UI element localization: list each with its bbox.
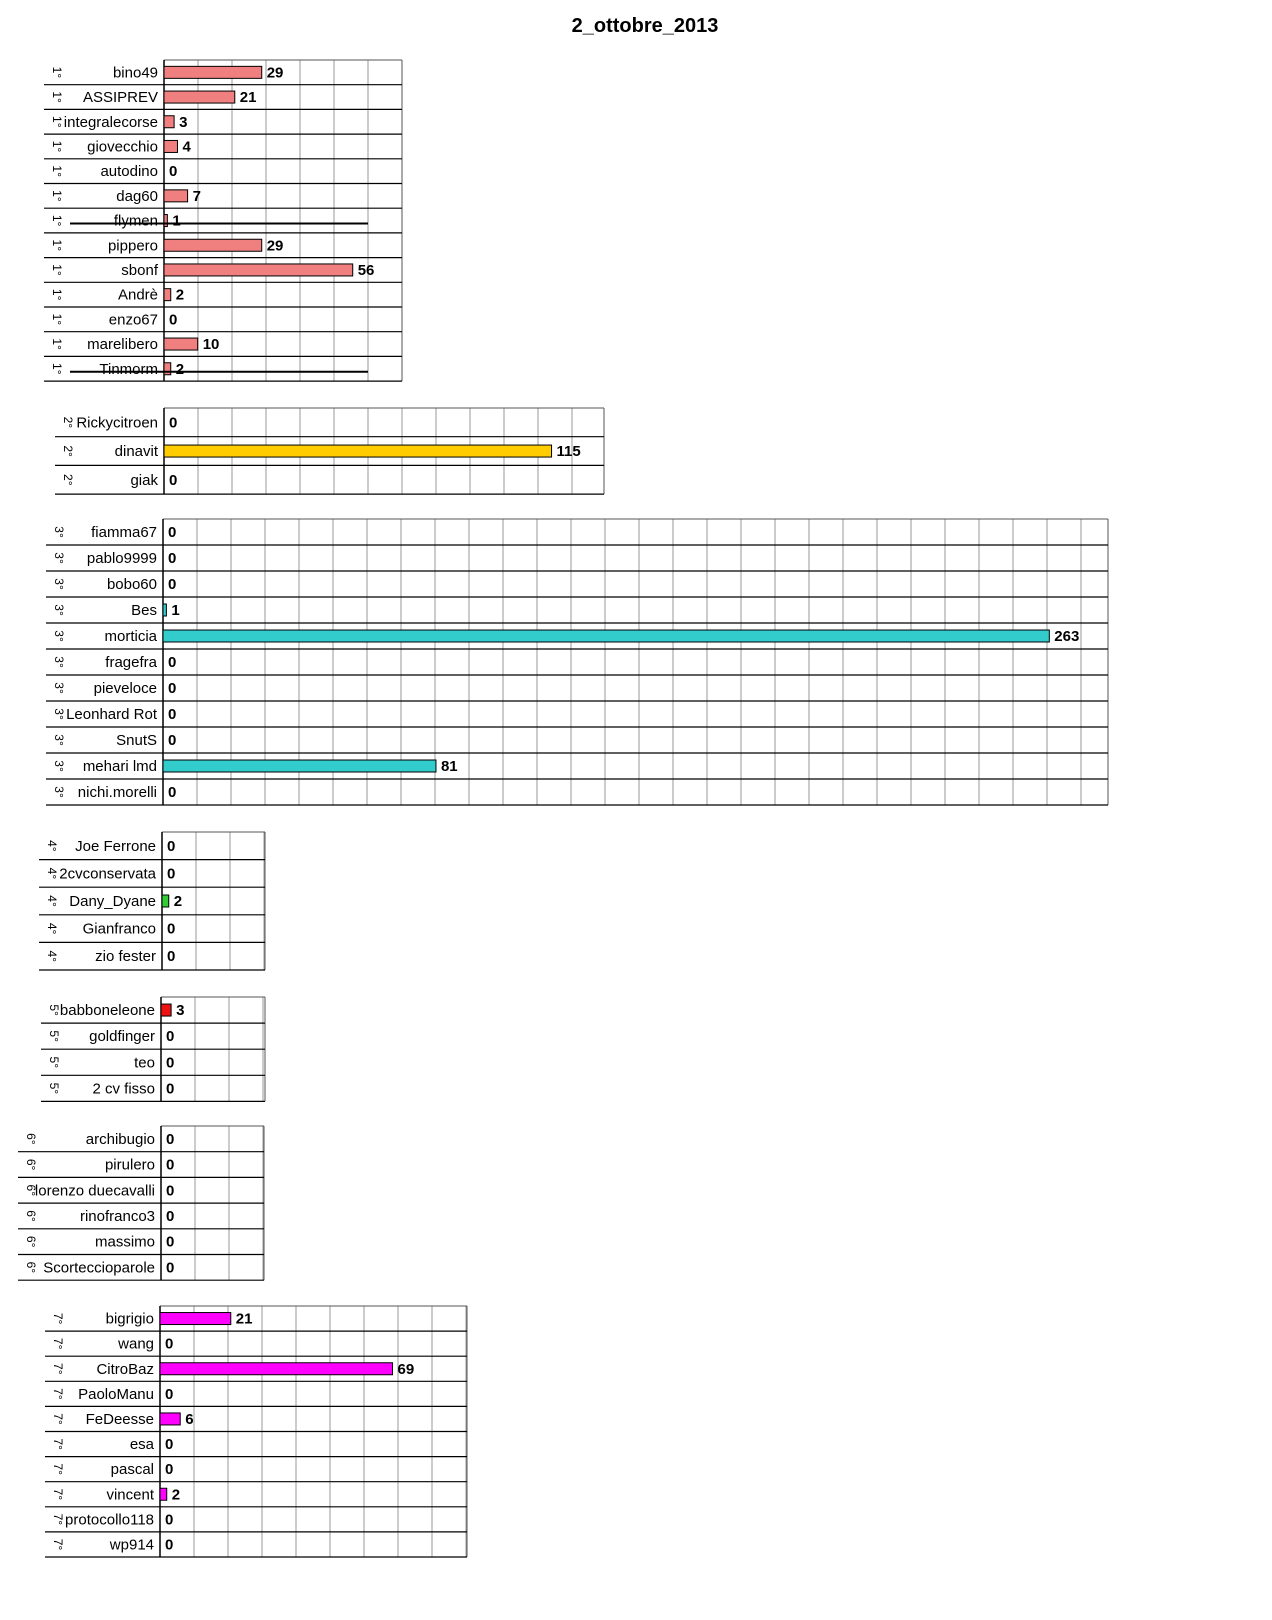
rank-label: 3° — [51, 552, 66, 564]
rank-label: 7° — [50, 1337, 65, 1350]
value-label: 0 — [168, 784, 177, 801]
value-label: 115 — [556, 443, 581, 461]
rank-label: 4° — [44, 922, 59, 935]
participant-label: Tinmorm — [99, 360, 158, 378]
value-label: 0 — [168, 706, 177, 723]
participant-label: Andrè — [117, 286, 158, 304]
participant-label: wp914 — [109, 1536, 154, 1554]
bar — [164, 239, 262, 251]
value-label: 2 — [171, 1486, 181, 1504]
bar — [164, 445, 552, 457]
value-label: 0 — [166, 1130, 175, 1148]
value-label: 0 — [169, 311, 178, 329]
bar — [160, 1363, 393, 1375]
rank-label: 2° — [60, 416, 75, 429]
rank-label: 6° — [23, 1261, 38, 1274]
rank-label: 3° — [51, 526, 66, 538]
rank-group-7 — [45, 1306, 467, 1557]
participant-label: giovecchio — [87, 138, 158, 156]
value-label: 81 — [440, 758, 458, 775]
rank-label: 7° — [50, 1312, 65, 1325]
rank-label: 3° — [51, 786, 66, 798]
participant-label: Gianfranco — [82, 920, 156, 938]
rank-label: 1° — [49, 288, 64, 301]
rank-label: 7° — [50, 1538, 65, 1551]
bar — [164, 140, 177, 152]
rank-label: 6° — [23, 1158, 38, 1171]
participant-label: Rickycitroen — [76, 414, 158, 432]
rank-label: 1° — [49, 91, 64, 103]
value-label: 0 — [168, 680, 177, 697]
value-label: 0 — [169, 414, 178, 432]
bar — [163, 604, 166, 616]
rank-label: 3° — [51, 630, 66, 642]
rank-label: 1° — [49, 214, 64, 227]
bar — [164, 264, 353, 276]
value-label: 29 — [266, 237, 284, 255]
rank-group-4 — [39, 832, 265, 970]
rank-label: 5° — [46, 1004, 61, 1016]
bar — [163, 630, 1049, 642]
participant-label: goldfinger — [89, 1028, 155, 1046]
rank-label: 3° — [51, 734, 66, 746]
participant-label: pablo9999 — [86, 550, 157, 567]
rank-label: 5° — [46, 1056, 61, 1068]
rank-label: 4° — [44, 867, 59, 880]
value-label: 2 — [173, 893, 183, 910]
participant-label: autodino — [100, 163, 158, 181]
bar — [162, 895, 169, 907]
bar — [164, 116, 174, 128]
value-label: 6 — [185, 1410, 194, 1428]
bar — [161, 1004, 171, 1016]
value-label: 0 — [165, 1461, 174, 1479]
participant-label: Joe Ferrone — [75, 837, 156, 855]
rank-label: 5° — [46, 1030, 61, 1042]
rank-group-1 — [44, 60, 402, 381]
participant-label: archibugio — [85, 1130, 155, 1148]
participant-label: flymen — [113, 212, 158, 230]
value-label: 0 — [169, 163, 178, 181]
participant-label: zio fester — [95, 948, 156, 966]
rank-label: 3° — [51, 708, 66, 720]
rank-label: 1° — [49, 140, 64, 153]
bar — [160, 1413, 180, 1425]
bar — [164, 91, 235, 103]
rank-label: 7° — [50, 1513, 65, 1526]
participant-label: sbonf — [121, 261, 158, 279]
rank-label: 3° — [51, 760, 66, 772]
value-label: 0 — [166, 1156, 175, 1174]
participant-label: bigrigio — [105, 1310, 154, 1328]
value-label: 3 — [176, 1002, 185, 1020]
participant-label: mehari lmd — [82, 758, 157, 775]
participant-label: massimo — [94, 1233, 155, 1251]
participant-label: nichi.morelli — [77, 784, 157, 801]
value-label: 7 — [192, 187, 201, 205]
participant-label: Scorteccioparole — [43, 1259, 155, 1277]
participant-label: rinofranco3 — [79, 1207, 155, 1225]
participant-label: SnutS — [116, 732, 157, 749]
value-label: 21 — [235, 1310, 253, 1328]
participant-label: 2cvconservata — [59, 865, 156, 883]
participant-label: integralecorse — [63, 113, 158, 131]
rank-label: 1° — [49, 313, 64, 326]
participant-label: ASSIPREV — [82, 89, 158, 107]
rank-group-2 — [55, 408, 604, 494]
rank-label: 4° — [44, 895, 59, 907]
value-label: 21 — [239, 89, 257, 107]
bar — [163, 760, 436, 772]
rank-label: 2° — [60, 445, 75, 457]
participant-label: FeDeesse — [85, 1410, 154, 1428]
participant-label: 2 cv fisso — [92, 1080, 155, 1098]
bar — [164, 289, 171, 301]
rank-label: 1° — [49, 264, 64, 276]
participant-label: dinavit — [114, 443, 158, 461]
rank-label: 3° — [51, 682, 66, 694]
participant-label: pieveloce — [93, 680, 157, 697]
rank-label: 7° — [50, 1463, 65, 1475]
rank-label: 2° — [60, 474, 75, 486]
participant-label: bino49 — [112, 64, 158, 82]
rank-group-6 — [18, 1126, 264, 1280]
value-label: 1 — [171, 602, 180, 619]
participant-label: Bes — [131, 602, 157, 619]
participant-label: PaoloManu — [78, 1385, 154, 1403]
rank-label: 1° — [49, 363, 64, 375]
rank-label: 1° — [49, 338, 64, 350]
value-label: 0 — [166, 1207, 175, 1225]
value-label: 0 — [166, 1233, 175, 1251]
value-label: 1 — [172, 212, 181, 230]
bar — [164, 338, 198, 350]
value-label: 56 — [357, 261, 375, 279]
value-label: 0 — [166, 1080, 175, 1098]
participant-label: pirulero — [104, 1156, 155, 1174]
participant-label: marelibero — [87, 336, 158, 354]
value-label: 0 — [168, 576, 177, 593]
bar — [160, 1313, 231, 1325]
rank-label: 3° — [51, 604, 66, 616]
value-label: 0 — [165, 1436, 174, 1454]
participant-label: vincent — [106, 1486, 154, 1504]
rank-label: 5° — [46, 1082, 61, 1095]
participant-label: pascal — [110, 1461, 154, 1479]
rank-label: 1° — [49, 190, 64, 202]
value-label: 0 — [166, 1028, 175, 1046]
rank-label: 7° — [50, 1413, 65, 1425]
rank-label: 4° — [44, 950, 59, 962]
value-label: 0 — [166, 1182, 175, 1200]
value-label: 4 — [182, 138, 191, 156]
rank-label: 3° — [51, 656, 66, 668]
value-label: 0 — [167, 948, 176, 966]
value-label: 263 — [1054, 628, 1080, 645]
value-label: 0 — [169, 471, 178, 489]
rank-label: 6° — [23, 1184, 38, 1196]
participant-label: wang — [118, 1335, 154, 1353]
rank-label: 1° — [49, 66, 64, 79]
participant-label: esa — [129, 1436, 154, 1454]
rank-group-5 — [41, 997, 265, 1101]
rank-group-3 — [46, 519, 1108, 805]
rank-label: 7° — [50, 1363, 65, 1375]
participant-label: babboneleone — [59, 1002, 155, 1020]
participant-label: lorenzo duecavalli — [34, 1182, 155, 1200]
rank-label: 6° — [23, 1235, 38, 1248]
value-label: 0 — [165, 1536, 174, 1554]
participant-label: giak — [130, 471, 158, 489]
value-label: 0 — [167, 920, 176, 938]
rank-label: 4° — [44, 840, 59, 852]
rank-label: 6° — [23, 1210, 38, 1222]
participant-label: CitroBaz — [96, 1360, 154, 1378]
rank-label: 6° — [23, 1133, 38, 1145]
bar — [160, 1488, 167, 1500]
value-label: 0 — [165, 1335, 174, 1353]
participant-label: bobo60 — [106, 576, 157, 593]
participant-label: dag60 — [116, 187, 158, 205]
rank-label: 1° — [49, 239, 64, 251]
value-label: 0 — [168, 550, 177, 567]
value-label: 0 — [167, 865, 176, 883]
value-label: 0 — [167, 837, 176, 855]
rank-label: 1° — [49, 116, 64, 128]
bar — [164, 190, 188, 202]
participant-label: enzo67 — [108, 311, 158, 329]
bar — [164, 66, 262, 78]
value-label: 69 — [397, 1360, 415, 1378]
participant-label: Leonhard Rot — [66, 706, 157, 723]
participant-label: Dany_Dyane — [69, 893, 156, 910]
value-label: 0 — [165, 1385, 174, 1403]
value-label: 0 — [165, 1511, 174, 1529]
participant-label: protocollo118 — [65, 1511, 154, 1529]
value-label: 10 — [202, 336, 220, 354]
rank-label: 7° — [50, 1388, 65, 1400]
value-label: 2 — [175, 286, 185, 304]
rank-label: 7° — [50, 1488, 65, 1500]
page-title: 2_ottobre_2013 — [571, 15, 719, 37]
rank-label: 3° — [51, 578, 66, 590]
value-label: 2 — [175, 360, 185, 378]
participant-label: teo — [134, 1054, 155, 1072]
participant-label: fragefra — [105, 654, 157, 671]
value-label: 0 — [168, 654, 177, 671]
value-label: 0 — [166, 1054, 175, 1072]
value-label: 0 — [168, 732, 177, 749]
participant-label: fiamma67 — [91, 524, 157, 541]
bar — [164, 215, 167, 227]
bar — [164, 363, 171, 375]
value-label: 29 — [266, 64, 284, 82]
rank-label: 1° — [49, 165, 64, 177]
value-label: 3 — [179, 113, 188, 131]
participant-label: morticia — [104, 628, 157, 645]
participant-label: pippero — [107, 237, 158, 255]
value-label: 0 — [166, 1259, 175, 1277]
rank-label: 7° — [50, 1438, 65, 1450]
value-label: 0 — [168, 524, 177, 541]
